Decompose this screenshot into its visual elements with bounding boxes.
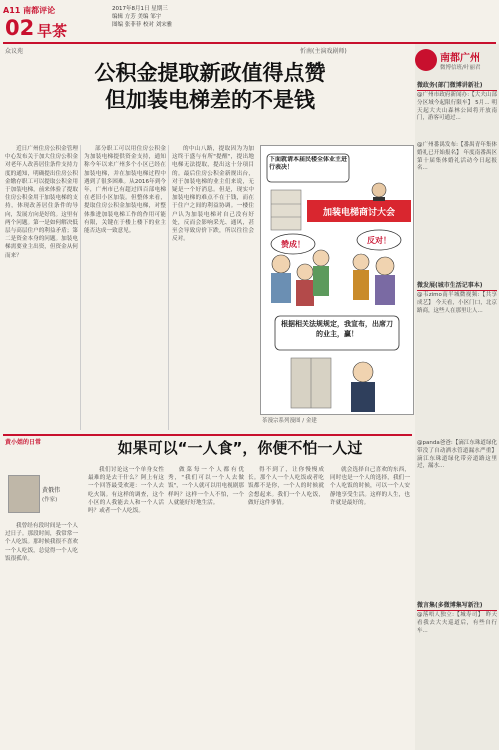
- author-photo: [8, 475, 40, 513]
- author-tag: 忻南(主演戏剧师): [300, 48, 347, 55]
- crowd-right: [353, 254, 395, 305]
- official-head: [353, 362, 373, 382]
- editorial-cartoon: [260, 145, 414, 415]
- article-column-2: 部分职工可以用住房公积金为加装电梯提供资金支持，通知称今年以来广州多个小区已经在加装电梯，并在加装电梯过程中遇到了很多困难。从2016年到今年，广州市已有超过四百部电梯在老旧小区加装。但整体来看，提取住房公积金加装电梯，对整体推进加装电梯工作的作用可能有限，关键在于楼上楼下的业主能否达成一致意见。: [84, 146, 166, 235]
- column-tag: 众议苑: [5, 48, 24, 55]
- author-name: 黄俄伟: [42, 487, 61, 494]
- crowd-left: [271, 250, 329, 306]
- sidebar-post: @韦zimo南半城微视频:【共享成艺】 今天看，小区门口，北京路商，这些人在那里让人...: [417, 292, 497, 314]
- article2-column-2: 我们讨论这一个单身女性最难的是去干什么？阿上有这一个回答最受欢迎：一个人去吃火锅。有这样的调查，这个小区的人我能去人和一个人活吗？或者一个人吃饭。: [88, 467, 164, 515]
- meta-staff: 图编 张菲菲 校对 刘宋雅: [112, 22, 173, 28]
- sidebar-byline: 微博信班/叶丽君: [440, 65, 481, 71]
- article-column-1: 近日广州住房公积金管理中心发布关于加大住房公积金对老年人改善居住条件支持力度的通知，明确提出住房公积金缴存职工可以提取公积金用于加装电梯，前来体验了提取住房公积金用于加装电梯的支持，体现改善居住条件的导向，发展方向是好的。这里有两个问题。第一是如何解决低层与高层住户的利益矛盾；第二是资金本身的问题。加装电梯需要业主出资，但资金从何而来？: [5, 146, 78, 259]
- headline-line-2: 但加装电梯差的不是钱: [105, 88, 315, 112]
- sidebar-section-header: 微言集(多微博集写新注): [417, 600, 497, 611]
- article2-column-1: 我曾经有段时间是一个人过日子。那段时间，我常常一个人吃饭。那时候我很不喜欢一个人吃饭，总觉得一个人吃饭很孤单。: [5, 523, 78, 562]
- author-title: (作家): [42, 497, 58, 503]
- page-number: 02: [5, 16, 35, 40]
- building: [271, 190, 301, 230]
- article2-headline: 如果可以“一人食”，你便不怕一人过: [117, 439, 363, 457]
- sidebar-post: @panda爸爸:【滴江东珠道绿化带没了自动洒水管道漏水严重】 滴江东珠道绿化带旁道路这里过，漏水...: [417, 440, 497, 470]
- cartoon-illustration: [261, 146, 413, 414]
- cartoon-title: 下面就请本届民楼全体业主进行表决！: [269, 156, 347, 171]
- sidebar-section-header: 微发展(城市生活记事本): [417, 280, 497, 291]
- cartoon-no: 反对！: [367, 236, 391, 245]
- section-rule: [3, 434, 412, 436]
- main-headline: [20, 60, 400, 114]
- presenter-body: [373, 197, 385, 201]
- banner-text: 加装电梯商讨大会: [322, 208, 396, 218]
- section-title: 早茶: [37, 22, 68, 40]
- article2-column-3: 做菜每一个人都有优秀，"我们可以一个人去做饭"，一个人就可以用电视剧那样吗？这样一个人不怕，一个人就能好好地生活。: [168, 467, 244, 506]
- sidebar-post: @落唔人独立:【城寿司】 昨天看我去大夫巡道后，有些自行车...: [417, 612, 497, 634]
- official-body: [351, 382, 375, 412]
- sidebar-logo-icon: [415, 49, 437, 71]
- sidebar-post: @广州市政府新闻办:【大夫山部分区域今起限行限车】 5月... 明天起大夫山森林公园将开放南门，游客可通过...: [417, 92, 497, 122]
- article-column-3: 的中山八路，提取因为为加这终于盛与有所"提醒"，提出地电梯无法提取，提出这十分项目的。最后住房公积金新规出台，对于加装电梯的业主们来说，无疑是一个好消息。但是，现实中加装电梯的难点不在于钱，而在于住户之间的利益协调。一楼住户认为加装电梯对自己没有好处，反而会影响采光、通风，甚至会导致房价下跌，所以往往会反对。: [172, 146, 254, 243]
- meta-editors: 编辑 方芳 美编 邹宇: [112, 14, 162, 20]
- sidebar-section-header: 微政务(部门微博讲新社): [417, 80, 497, 91]
- column-divider: [80, 145, 81, 430]
- cartoon-verdict: 根据相关法规规定，我宣布，出席刀的业主，赢！: [281, 320, 393, 338]
- article2-column-5: 就会选择自己喜欢的东西，同时也是一个人的选择，我们一个人吃饭的时候，可以一个人安静地享受生活。这样的人生，也许就是最好的。: [330, 467, 410, 506]
- sidebar-logo: 南都广州: [440, 53, 480, 64]
- meta-date: 2017年8月1日 星期三: [112, 6, 168, 12]
- column-label: 黄小姐的日常: [5, 439, 42, 446]
- cartoon-yes: 赞成！: [281, 240, 305, 249]
- sidebar-post: @广州番禺发布:【番禺青年集体婚礼已开始报名】 年度南番禺区第十届集体婚礼活动今日起报名...: [417, 142, 497, 172]
- article2-column-4: 得不到了，让你慢慢成长。那个人一个人吃饭或者吃饭都不是你，一个人的时候就会想起来。我们一个人吃饭，做好这件事情。: [248, 467, 324, 506]
- presenter-head: [372, 183, 386, 197]
- masthead-logo: A11 南都评论: [3, 6, 56, 15]
- column-divider: [168, 145, 169, 430]
- cartoon-caption: 茶漫宗系列漫图 / 金建: [262, 418, 317, 424]
- headline-line-1: 公积金提取新政值得点赞: [94, 61, 326, 85]
- masthead-meta: [112, 5, 232, 29]
